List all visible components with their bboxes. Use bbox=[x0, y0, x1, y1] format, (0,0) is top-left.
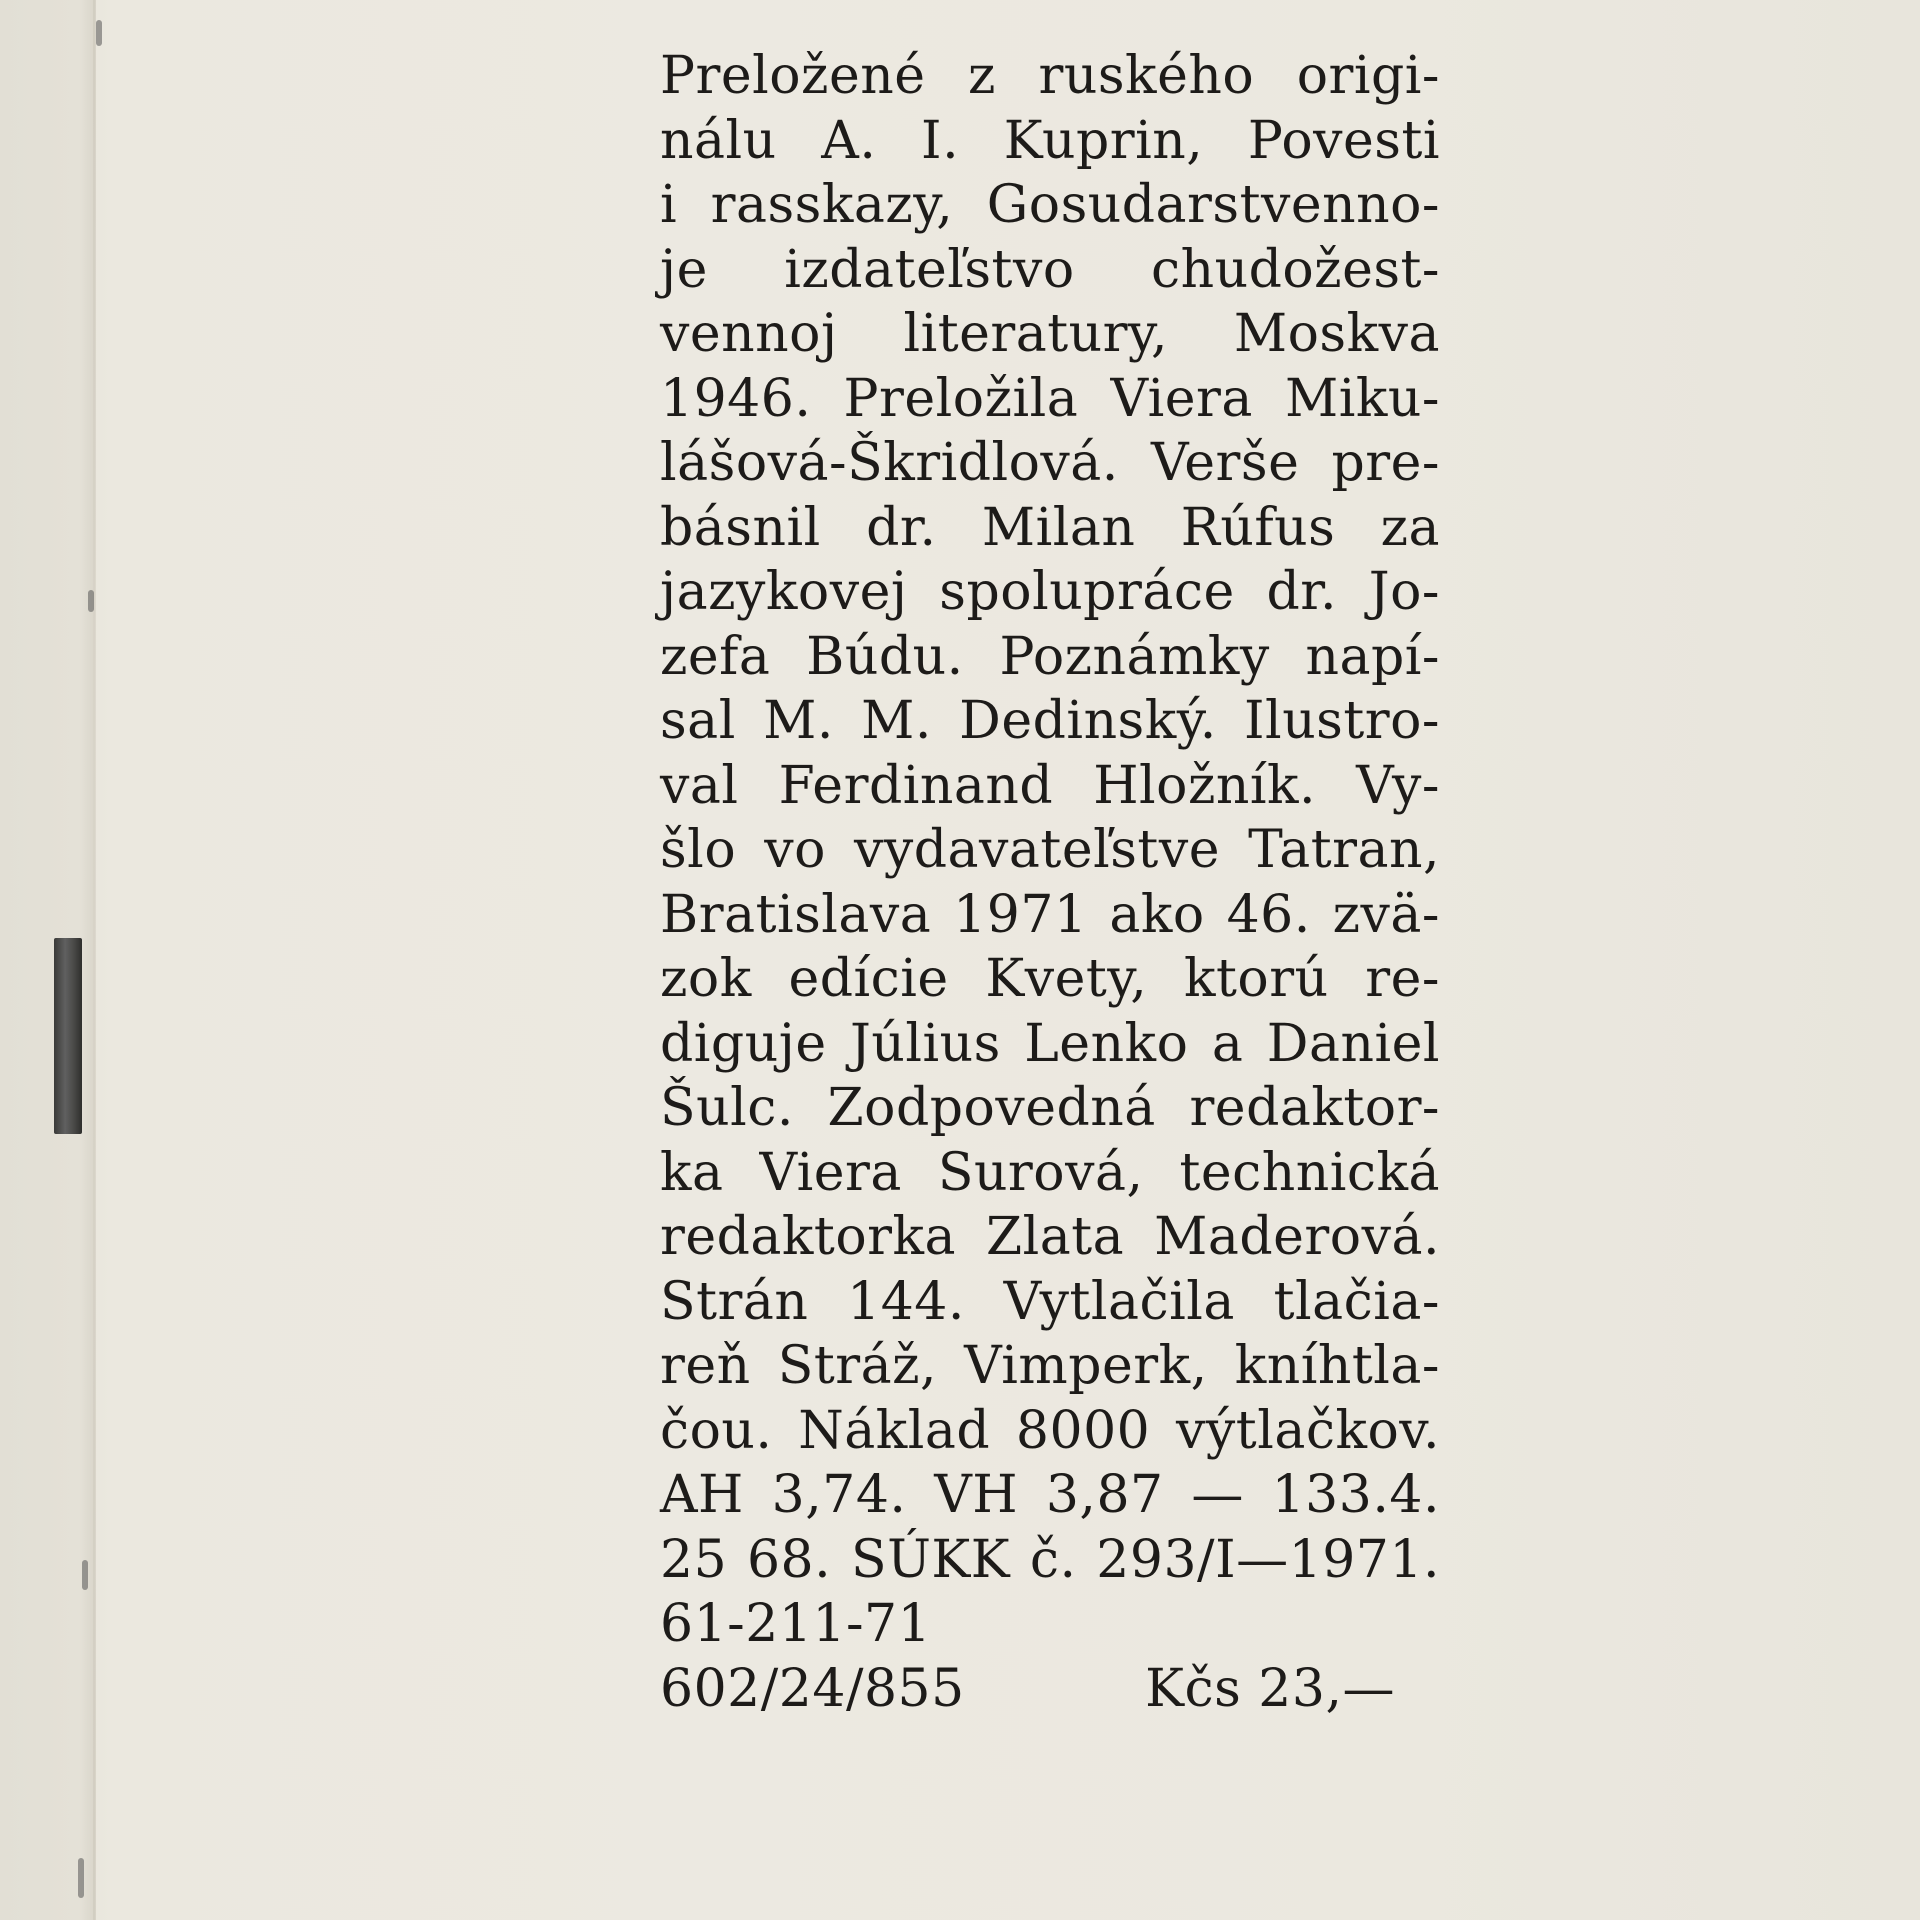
page-edge-mark bbox=[82, 1560, 88, 1590]
page-edge-mark bbox=[78, 1858, 84, 1898]
catalog-price-row bbox=[660, 1657, 1395, 1722]
colophon-line: reň Stráž, Vimperk, kníhtla- bbox=[660, 1336, 1440, 1396]
colophon-line: sal M. M. Dedinský. Ilustro- bbox=[660, 691, 1440, 751]
page-edge-mark bbox=[88, 590, 94, 612]
colophon-line: čou. Náklad 8000 výtlačkov. bbox=[660, 1400, 1440, 1461]
colophon-line: lášová-Škridlová. Verše pre- bbox=[660, 433, 1440, 493]
colophon-line: Preložené z ruského origi- bbox=[660, 46, 1440, 106]
colophon-line: ka Viera Surová, technická bbox=[660, 1142, 1440, 1203]
colophon-line: Šulc. Zodpovedná redaktor- bbox=[660, 1078, 1440, 1138]
colophon-line: vennoj literatury, Moskva bbox=[660, 304, 1440, 364]
colophon-line: jazykovej spolupráce dr. Jo- bbox=[660, 562, 1440, 622]
colophon-line: básnil dr. Milan Rúfus za bbox=[660, 497, 1440, 558]
colophon-line: val Ferdinand Hložník. Vy- bbox=[660, 755, 1440, 816]
binding-staple bbox=[54, 938, 82, 1134]
colophon-line: nálu A. I. Kuprin, Povesti bbox=[660, 110, 1440, 171]
page-edge-mark bbox=[96, 20, 102, 46]
colophon-line: 1946. Preložila Viera Miku- bbox=[660, 368, 1440, 429]
colophon-line: redaktorka Zlata Maderová. bbox=[660, 1207, 1440, 1267]
price: Kčs 23,— bbox=[1145, 1658, 1395, 1719]
colophon-text bbox=[660, 44, 1440, 1721]
colophon-line: AH 3,74. VH 3,87 — 133.4. bbox=[660, 1465, 1440, 1525]
colophon-line: zok edície Kvety, ktorú re- bbox=[660, 949, 1440, 1009]
colophon-line: diguje Július Lenko a Daniel bbox=[660, 1013, 1440, 1074]
colophon-line: 25 68. SÚKK č. 293/I—1971. bbox=[660, 1529, 1440, 1590]
colophon-line: zefa Búdu. Poznámky napí- bbox=[660, 626, 1440, 687]
colophon-line: je izdateľstvo chudožest- bbox=[660, 239, 1440, 300]
colophon-line: Bratislava 1971 ako 46. zvä- bbox=[660, 884, 1440, 945]
code-line: 61-211-71 bbox=[660, 1594, 932, 1654]
catalog-number: 602/24/855 bbox=[660, 1658, 965, 1719]
colophon-line: Strán 144. Vytlačila tlačia- bbox=[660, 1271, 1440, 1332]
colophon-line: šlo vo vydavateľstve Tatran, bbox=[660, 820, 1440, 880]
colophon-line: i rasskazy, Gosudarstvenno- bbox=[660, 175, 1440, 235]
page-edge bbox=[93, 0, 96, 1920]
